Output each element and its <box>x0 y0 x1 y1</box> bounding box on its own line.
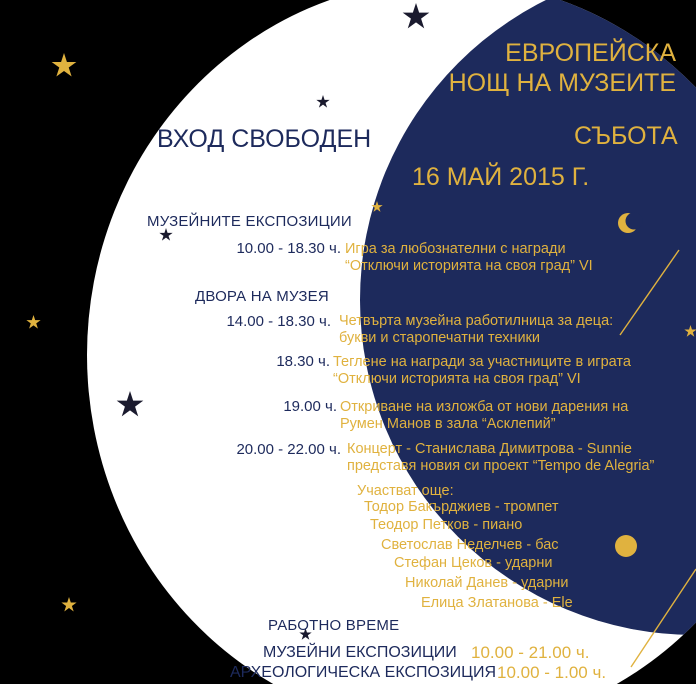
participant: Тодор Бакърджиев - тромпет <box>364 499 559 515</box>
hours-label: МУЗЕЙНИ ЕКСПОЗИЦИИ <box>263 644 457 661</box>
participants-heading: Участват още: <box>357 483 454 499</box>
event-time: 20.00 - 22.00 ч. <box>236 441 341 458</box>
section-heading-exhibits: МУЗЕЙНИТЕ ЕКСПОЗИЦИИ <box>147 213 352 230</box>
participant: Николай Данев - ударни <box>405 575 569 591</box>
hours-heading: РАБОТНО ВРЕМЕ <box>268 617 400 634</box>
event-description <box>333 354 631 388</box>
event-line: Игра за любознателни с награди <box>345 241 566 257</box>
event-title-line-1: ЕВРОПЕЙСКА <box>505 39 676 67</box>
event-line: Откриване на изложба от нови дарения на <box>340 399 629 415</box>
hours-time: 10.00 - 1.00 ч. <box>497 663 607 682</box>
date-label: 16 МАЙ 2015 Г. <box>412 163 590 191</box>
event-time: 19.00 ч. <box>283 398 337 415</box>
event-line: Концерт - Станислава Димитрова - Sunnie <box>347 441 632 457</box>
hours-time: 10.00 - 21.00 ч. <box>471 643 590 662</box>
event-time: 10.00 - 18.30 ч. <box>236 240 341 257</box>
participant: Стефан Цеков - ударни <box>394 555 553 571</box>
event-title <box>449 38 676 98</box>
participant: Елица Златанова - Ele <box>421 595 573 611</box>
event-title-line-2: НОЩ НА МУЗЕИТЕ <box>448 69 676 97</box>
event-line: Четвърта музейна работилница за деца: <box>339 313 614 329</box>
participant: Теодор Петков - пиано <box>370 517 523 533</box>
event-description <box>345 241 593 275</box>
event-description <box>340 399 628 433</box>
participant: Светослав Неделчев - бас <box>381 537 559 553</box>
event-line: Теглене на награди за участниците в играта <box>333 354 631 370</box>
event-time: 18.30 ч. <box>276 353 330 370</box>
event-description <box>339 313 613 347</box>
event-line: представя новия си проект “Tempo de Alegria” <box>347 458 655 474</box>
event-line: “Отключи историята на своя град” VI <box>345 258 593 274</box>
event-line: “Отключи историята на своя град” VI <box>333 371 581 387</box>
event-time: 14.00 - 18.30 ч. <box>226 313 331 330</box>
section-heading-yard: ДВОРА НА МУЗЕЯ <box>195 288 329 305</box>
event-line: Румен Манов в зала “Асклепий” <box>340 416 556 432</box>
full-moon-icon <box>615 535 637 557</box>
hours-label: АРХЕОЛОГИЧЕСКА ЕКСПОЗИЦИЯ <box>230 664 497 681</box>
free-entry-label: ВХОД СВОБОДЕН <box>157 125 372 153</box>
event-description <box>347 441 654 475</box>
event-line: букви и старопечатни техники <box>339 330 540 346</box>
day-label: СЪБОТА <box>574 122 678 150</box>
